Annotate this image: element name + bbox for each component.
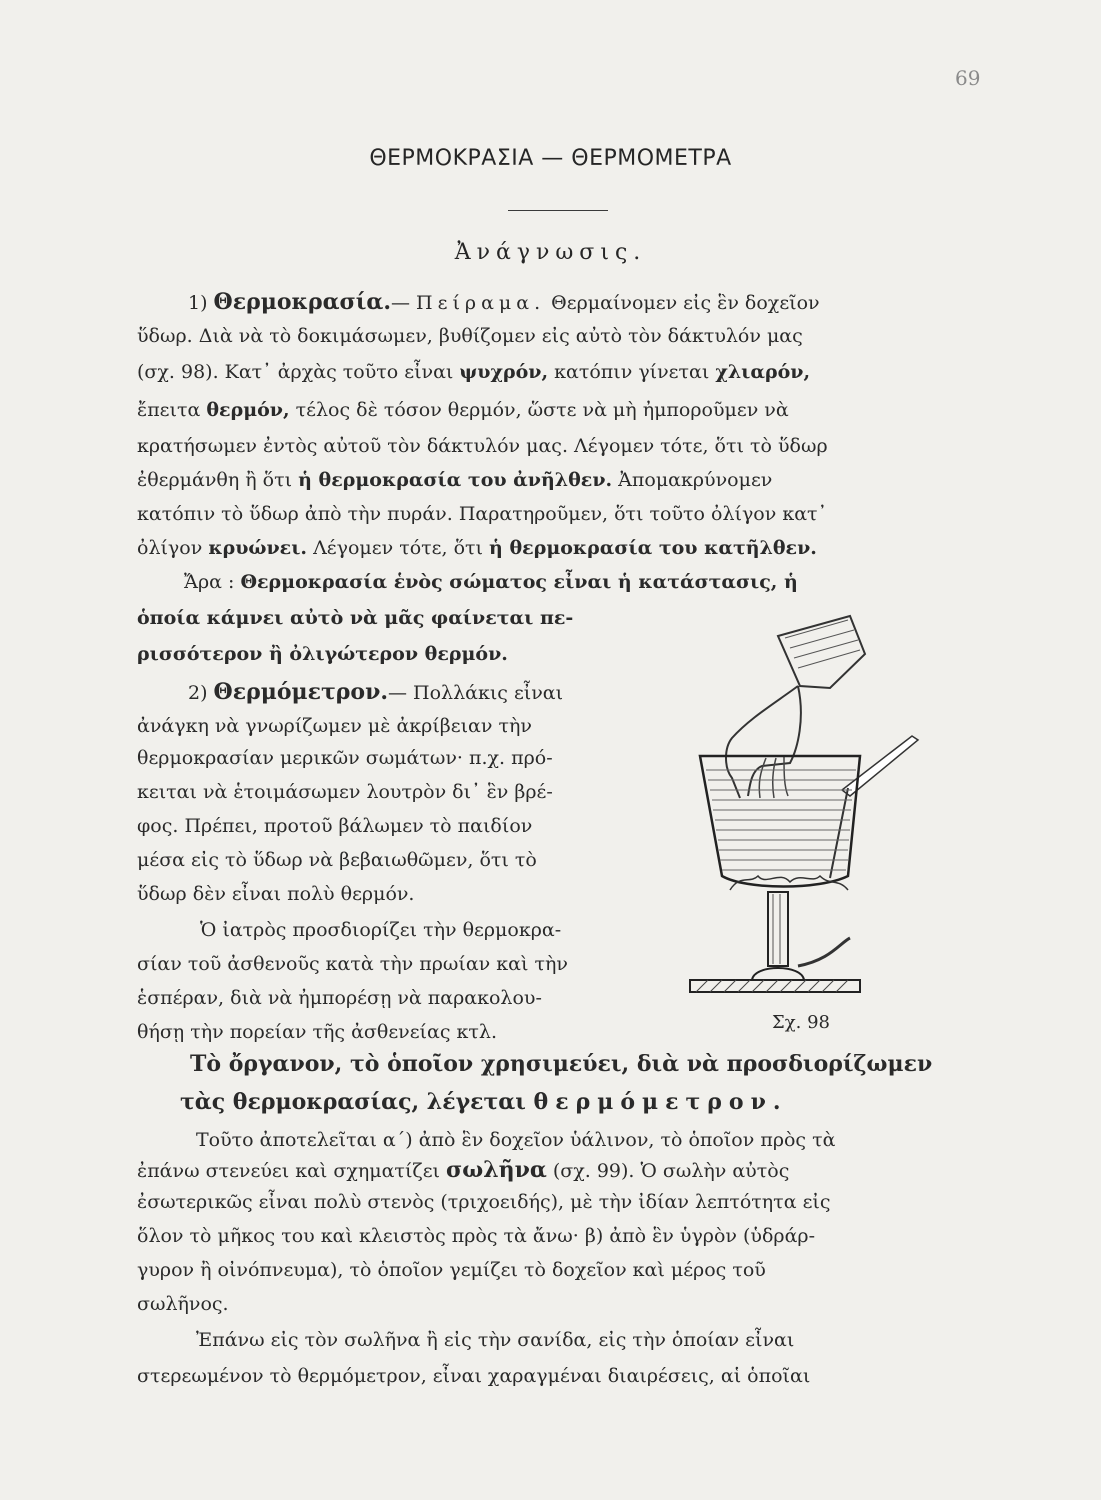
paragraph-line: στερεωμένον τὸ θερμόμετρον, εἶναι χαραγμέναι διαιρέσεις, αἱ ὁποῖαι [137, 1365, 811, 1387]
paragraph-line: θερμοκρασίαν μερικῶν σωμάτων· π.χ. πρό- [137, 747, 553, 769]
paragraph-line: ὀλίγον κρυώνει. Λέγομεν τότε, ὅτι ἡ θερμοκρασία του κατῆλθεν. [137, 537, 817, 559]
paragraph-line: Ὁ ἰατρὸς προσδιορίζει τὴν θερμοκρα- [200, 919, 562, 941]
paragraph-line: ἐσωτερικῶς εἶναι πολὺ στενὸς (τριχοειδής), μὲ τὴν ἰδίαν λεπτότητα εἰς [137, 1191, 831, 1213]
paragraph-line: 1) Θερμοκρασία.— Πείραμα. Θερμαίνομεν εἰς ἓν δοχεῖον [188, 289, 820, 315]
paragraph-line: μέσα εἰς τὸ ὕδωρ νὰ βεβαιωθῶμεν, ὅτι τὸ [137, 849, 537, 871]
paragraph-line: γυρον ἢ οἰνόπνευμα), τὸ ὁποῖον γεμίζει τὸ δοχεῖον καὶ μέρος τοῦ [137, 1259, 766, 1281]
paragraph-line: ὅλον τὸ μῆκος του καὶ κλειστὸς πρὸς τὰ ἄνω· β) ἀπὸ ἓν ὑγρὸν (ὑδράρ- [137, 1225, 815, 1247]
figure-hand-in-water-illustration [680, 608, 1000, 1003]
section-heading: Ἀνάγνωσις. [454, 240, 647, 265]
paragraph-line: Τοῦτο ἀποτελεῖται α΄) ἀπὸ ἓν δοχεῖον ὑάλινον, τὸ ὁποῖον πρὸς τὰ [196, 1129, 836, 1151]
definition-line: Τὸ ὄργανον, τὸ ὁποῖον χρησιμεύει, διὰ νὰ προσδιορίζωμεν [190, 1051, 933, 1077]
page-title: ΘΕΡΜΟΚΡΑΣΙΑ — ΘΕΡΜΟΜΕΤΡΑ [369, 146, 732, 171]
paragraph-line: ὕδωρ δὲν εἶναι πολὺ θερμόν. [137, 883, 415, 905]
paragraph-line: ἑσπέραν, διὰ νὰ ἠμπορέσῃ νὰ παρακολου- [137, 987, 542, 1009]
paragraph-line: σίαν τοῦ ἀσθενοῦς κατὰ τὴν πρωίαν καὶ τὴν [137, 953, 568, 975]
paragraph-line: ἐθερμάνθη ἢ ὅτι ἡ θερμοκρασία του ἀνῆλθεν. Ἀπομακρύνομεν [137, 469, 773, 491]
paragraph-line: ὁποία κάμνει αὐτὸ νὰ μᾶς φαίνεται πε- [137, 607, 574, 629]
paragraph-line: σωλῆνος. [137, 1293, 229, 1315]
paragraph-line: κειται νὰ ἑτοιμάσωμεν λουτρὸν δι᾿ ἓν βρέ- [137, 781, 553, 803]
paragraph-line: φος. Πρέπει, προτοῦ βάλωμεν τὸ παιδίον [137, 815, 533, 837]
title-rule [508, 210, 608, 211]
definition-line: τὰς θερμοκρασίας, λέγεται θερμόμετρον. [180, 1089, 788, 1115]
paragraph-line: ἐπάνω στενεύει καὶ σχηματίζει σωλῆνα (σχ. 99). Ὁ σωλὴν αὐτὸς [137, 1157, 790, 1183]
figure-caption: Σχ. 98 [772, 1012, 830, 1033]
paragraph-line: θήσῃ τὴν πορείαν τῆς ἀσθενείας κτλ. [137, 1021, 497, 1043]
paragraph-line: (σχ. 98). Κατ᾿ ἀρχὰς τοῦτο εἶναι ψυχρόν, κατόπιν γίνεται χλιαρόν, [137, 361, 811, 383]
paragraph-line: Ἐπάνω εἰς τὸν σωλῆνα ἢ εἰς τὴν σανίδα, εἰς τὴν ὁποίαν εἶναι [196, 1329, 795, 1351]
paragraph-line: κρατήσωμεν ἐντὸς αὐτοῦ τὸν δάκτυλόν μας. Λέγομεν τότε, ὅτι τὸ ὕδωρ [137, 435, 828, 457]
paragraph-line: ρισσότερον ἢ ὀλιγώτερον θερμόν. [137, 643, 508, 665]
paragraph-line: ἔπειτα θερμόν, τέλος δὲ τόσον θερμόν, ὥστε νὰ μὴ ἠμποροῦμεν νὰ [137, 399, 789, 421]
paragraph-line: 2) Θερμόμετρον.— Πολλάκις εἶναι [188, 679, 564, 705]
paragraph-line: κατόπιν τὸ ὕδωρ ἀπὸ τὴν πυράν. Παρατηροῦμεν, ὅτι τοῦτο ὀλίγον κατ᾿ [137, 503, 828, 525]
page-number: 69 [955, 66, 981, 90]
paragraph-line: ὕδωρ. Διὰ νὰ τὸ δοκιμάσωμεν, βυθίζομεν εἰς αὐτὸ τὸν δάκτυλόν μας [137, 325, 803, 347]
paragraph-line: Ἄρα : Θερμοκρασία ἑνὸς σώματος εἶναι ἡ κατάστασις, ἡ [184, 571, 798, 593]
paragraph-line: ἀνάγκη νὰ γνωρίζωμεν μὲ ἀκρίβειαν τὴν [137, 715, 532, 737]
